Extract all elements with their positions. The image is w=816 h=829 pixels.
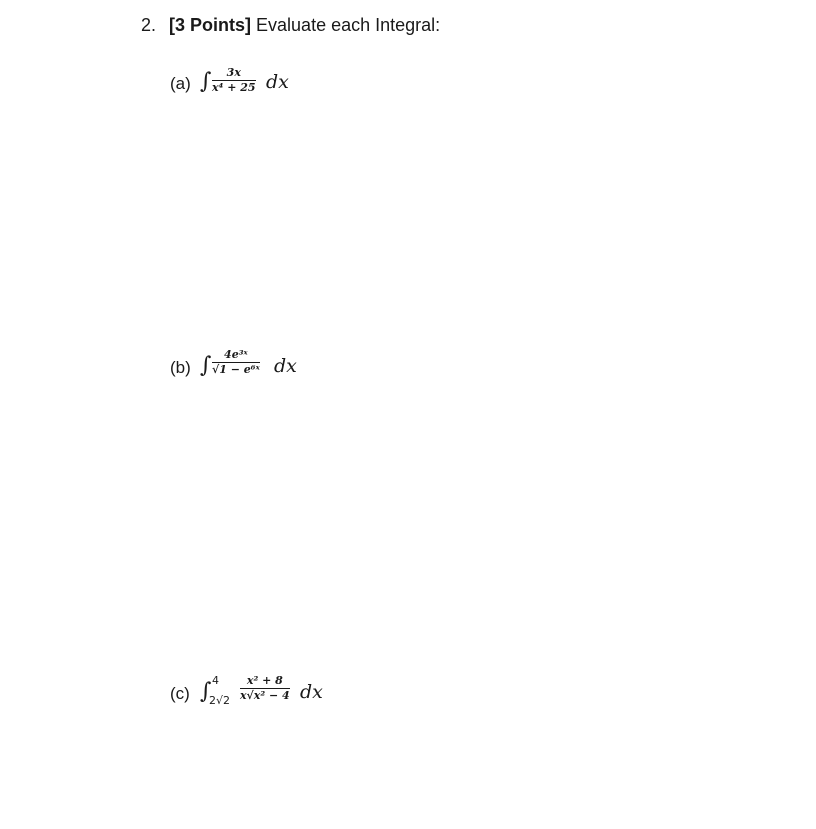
problem-b-denominator: √1 − e⁶ˣ [212, 363, 260, 376]
problem-a-differential: dx [266, 71, 289, 93]
problem-b [170, 346, 390, 386]
problem-b-integral-sign: ∫ [200, 353, 212, 378]
problem-a-integral-sign: ∫ [200, 69, 212, 94]
problem-c-differential: dx [300, 681, 323, 703]
problem-c-denominator: x√x² − 4 [240, 689, 290, 702]
problem-c-fraction [240, 674, 290, 703]
question-header [141, 15, 440, 36]
problem-c-numerator: x² + 8 [246, 674, 283, 687]
question-instruction: Evaluate each Integral: [256, 15, 441, 35]
problem-b-fraction [212, 348, 260, 377]
problem-b-differential: dx [274, 355, 297, 377]
problem-a-numerator: 3x [226, 66, 241, 79]
problem-c [170, 672, 410, 712]
problem-a-denominator: x⁴ + 25 [212, 81, 256, 94]
problem-a-label: (a) [170, 74, 191, 93]
problem-b-label: (b) [170, 358, 191, 377]
points-label: [3 Points] [169, 15, 252, 35]
problem-c-integral-sign: ∫ [200, 679, 212, 704]
problem-a-fraction [212, 66, 256, 95]
problem-c-upper-bound: 4 [212, 674, 219, 687]
question-number: 2. [141, 15, 157, 35]
problem-b-numerator: 4e³ˣ [224, 348, 248, 361]
problem-c-lower-bound: 2√2 [209, 694, 231, 707]
problem-c-label: (c) [170, 684, 190, 703]
problem-a [170, 62, 370, 102]
